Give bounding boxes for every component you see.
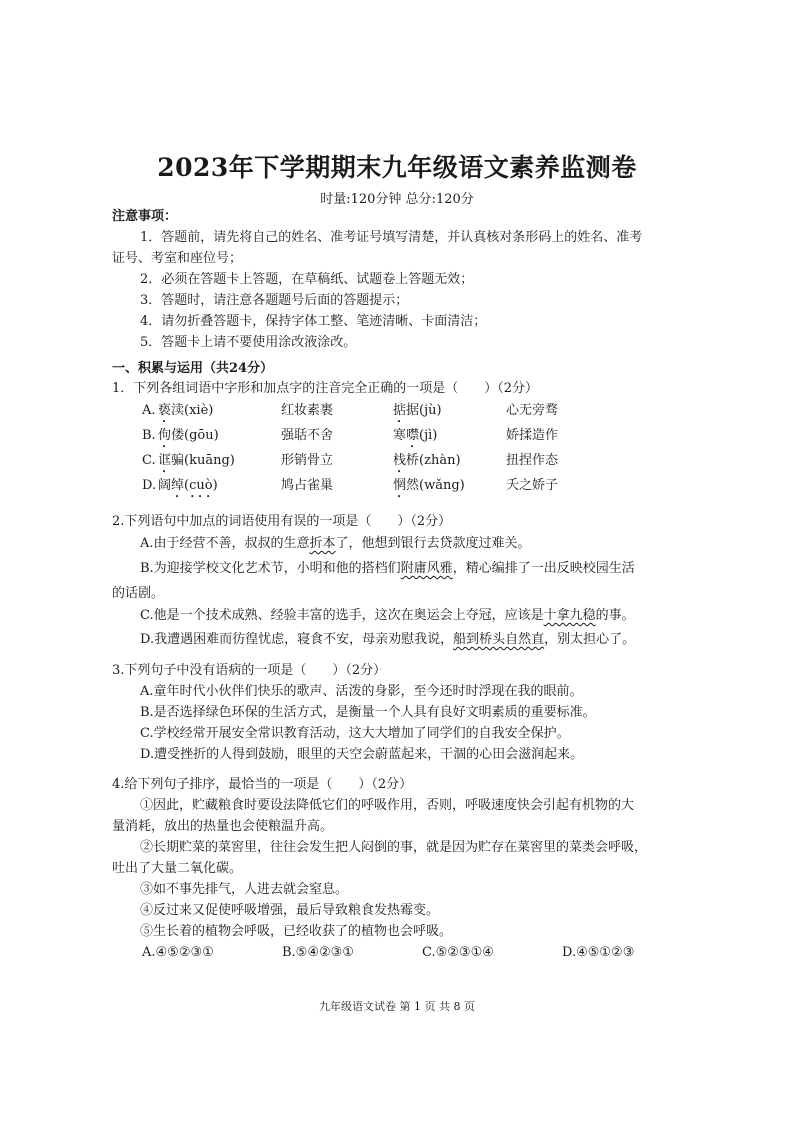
notice-item-5: 5．答题卡上请不要使用涂改液涂改。 [140,335,357,350]
page-footer: 九年级语文试卷 第 1 页 共 8 页 [319,1000,475,1013]
q1-option-b-word2: 强聒不舍 [281,428,334,443]
exam-meta: 时量:120分钟 总分:120分 [320,192,474,207]
q3-option-b: B.是否选择绿色环保的生活方式，是衡量一个人具有良好文明素质的重要标准。 [140,705,596,720]
q1-option-b-word3: 寒噤(jì) [393,428,438,443]
q1-option-c-word1: 诓骗(kuāng) [158,453,235,468]
q1-option-c-word4: 扭捏作态 [506,453,559,468]
q4-option-c: C.⑤②③①④ [422,945,494,960]
q4-option-a: A.④⑤②③① [142,945,214,960]
q1-option-a-word2: 红妆素裹 [281,403,334,418]
q3-option-c: C.学校经常开展安全常识教育活动，这大大增加了同学们的自我安全保护。 [140,726,570,741]
q4-sentence-2-cont: 吐出了大量二氧化碳。 [112,861,243,876]
notice-item-2: 2．必须在答题卡上答题，在草稿纸、试题卷上答题无效； [140,272,474,287]
section-heading: 一、积累与运用（共24分） [112,361,274,376]
q1-option-c-word3: 栈桥(zhàn) [393,453,461,468]
q1-option-d-word4: 夭之娇子 [506,478,559,493]
q2-option-a: A.由于经营不善，叔叔的生意折本了，他想到银行去贷款度过难关。 [140,536,531,551]
q4-sentence-3: ③如不事先排气，人进去就会窒息。 [140,882,349,897]
notice-item-4: 4．请勿折叠答题卡，保持字体工整、笔迹清晰、卡面清洁； [140,314,487,329]
q1-option-d-word1: 阔绰(cuò) [158,478,218,493]
q4-sentence-1: ①因此，贮藏粮食时要设法降低它们的呼吸作用，否则，呼吸速度快会引起有机物的大 [140,798,635,813]
q4-sentence-1-cont: 量消耗，放出的热量也会使粮温升高。 [112,819,334,834]
q1-option-a-word3: 掂据(jù) [393,403,442,418]
q4-option-d: D.④⑤①②③ [562,945,635,960]
q4-sentence-2: ②长期贮菜的菜窖里，往往会发生把人闷倒的事，就是因为贮存在菜窖里的菜类会呼吸， [140,840,648,855]
q1-option-b-word1: 佝偻(gōu) [158,428,219,443]
q2-option-b: B.为迎接学校文化艺术节，小明和他的搭档们附庸风雅，精心编排了一出反映校园生活 [140,561,635,576]
q3-option-d: D.遭受挫折的人得到鼓励，眼里的天空会蔚蓝起来，干涸的心田会滋润起来。 [140,747,584,762]
question-2-stem: 2.下列语句中加点的词语使用有误的一项是（ ）（2分） [112,514,452,529]
q1-option-a-word1: 亵渎(xiè) [158,403,214,418]
q1-option-a-word4: 心无旁骛 [506,403,559,418]
question-1-stem: 1．下列各组词语中字形和加点字的注音完全正确的一项是（ ）（2分） [112,381,539,396]
q2-option-b-cont: 的话剧。 [112,586,165,601]
notice-item-3: 3．答题时，请注意各题题号后面的答题提示； [140,293,409,308]
q1-option-b-label: B. [142,428,156,443]
question-4-stem: 4.给下列句子排序，最恰当的一项是（ ）（2分） [112,777,413,792]
notice-item-1-cont: 证号、考室和座位号； [112,251,243,266]
q1-option-a-label: A. [142,403,156,418]
q1-option-b-word4: 娇揉造作 [506,428,559,443]
question-3-stem: 3.下列句子中没有语病的一项是（ ）（2分） [112,663,387,678]
exam-title: 2023年下学期期末九年级语文素养监测卷 [157,153,637,182]
q4-sentence-5: ⑤生长着的植物会呼吸，已经收获了的植物也会呼吸。 [140,924,453,939]
q1-option-d-word2: 鸠占雀巢 [281,478,334,493]
q1-option-c-word2: 形销骨立 [281,453,334,468]
q3-option-a: A.童年时代小伙伴们快乐的歌声、活泼的身影，至今还时时浮现在我的眼前。 [140,684,583,699]
q2-option-d: D.我遭遇困难而彷徨忧虑，寝食不安，母亲劝慰我说，船到桥头自然直，别太担心了。 [140,632,636,647]
q4-option-b: B.⑤④②③① [282,945,354,960]
q2-option-c: C.他是一个技术成熟、经验丰富的选手，这次在奥运会上夺冠，应该是十拿九稳的事。 [140,608,635,623]
notice-heading: 注意事项： [112,209,178,224]
notice-item-1: 1．答题前，请先将自己的姓名、准考证号填写清楚，并认真核对条形码上的姓名、准考 [140,230,643,245]
q1-option-c-label: C. [142,453,156,468]
q1-option-d-label: D. [142,478,157,493]
q4-sentence-4: ④反过来又促使呼吸增强，最后导致粮食发热霉变。 [140,903,440,918]
q1-option-d-word3: 惘然(wǎng) [393,478,465,493]
